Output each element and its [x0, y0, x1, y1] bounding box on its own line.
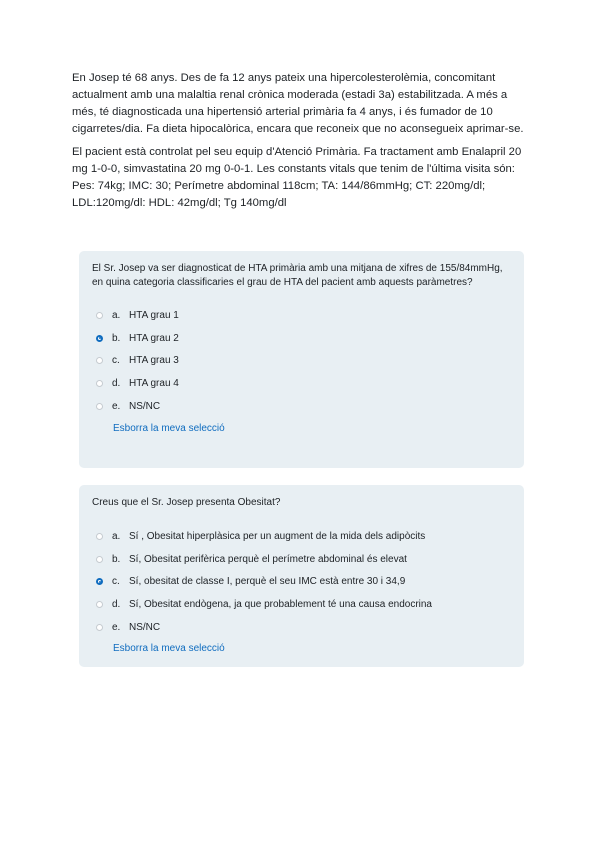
- radio-button-icon[interactable]: [96, 312, 103, 319]
- option-letter: e.: [112, 621, 121, 633]
- radio-button-icon[interactable]: [96, 556, 103, 563]
- question-card-2: [79, 485, 524, 667]
- question-2-option-b[interactable]: [92, 548, 511, 571]
- question-2-option-c[interactable]: [92, 570, 511, 593]
- option-label: Sí, Obesitat perifèrica perquè el perímetre abdominal és elevat: [129, 553, 407, 565]
- question-1-text: El Sr. Josep va ser diagnosticat de HTA primària amb una mitjana de xifres de 155/84mmHg, en quina categoria classificaries el grau de HTA del pacient amb aquests paràmetres?: [92, 263, 503, 288]
- question-1-clear-selection-link[interactable]: Esborra la meva selecció: [113, 423, 225, 435]
- option-letter: a.: [112, 309, 121, 321]
- option-label: HTA grau 1: [129, 309, 179, 321]
- radio-button-checked-icon[interactable]: [96, 335, 103, 342]
- option-letter: c.: [112, 355, 120, 367]
- option-letter: d.: [112, 598, 121, 610]
- question-1-option-b[interactable]: [92, 327, 511, 350]
- radio-button-icon[interactable]: [96, 624, 103, 631]
- question-1-options: [92, 304, 511, 417]
- question-1-option-e[interactable]: [92, 395, 511, 418]
- option-label: NS/NC: [129, 621, 161, 633]
- option-label: NS/NC: [129, 400, 161, 412]
- option-letter: e.: [112, 400, 121, 412]
- question-card-1: [79, 251, 524, 468]
- question-2-option-e[interactable]: [92, 616, 511, 639]
- question-2-clear-selection-link[interactable]: Esborra la meva selecció: [113, 643, 225, 655]
- case-description: [72, 70, 532, 218]
- question-1-option-a[interactable]: [92, 304, 511, 327]
- option-label: Sí , Obesitat hiperplàsica per un augment de la mida dels adipòcits: [129, 530, 426, 542]
- option-label: HTA grau 4: [129, 377, 179, 389]
- question-2-text: Creus que el Sr. Josep presenta Obesitat?: [92, 497, 281, 508]
- option-label: HTA grau 3: [129, 355, 179, 367]
- option-letter: b.: [112, 553, 121, 565]
- question-1-option-d[interactable]: [92, 372, 511, 395]
- radio-button-icon[interactable]: [96, 357, 103, 364]
- radio-button-checked-icon[interactable]: [96, 578, 103, 585]
- case-paragraph-2: El pacient està controlat pel seu equip d'Atenció Primària. Fa tractament amb Enalapril 20 mg 1-0-0, simvastatina 20 mg 0-0-1. Les constants vitals que tenim de l'última visita són: Pes: 74kg; IMC: 30; Perímetre abdominal 118cm; TA: 144/86mmHg; CT: 220mg/dl; LDL:120mg/dl: HDL: 42mg/dl; Tg 140mg/dl: [72, 146, 522, 209]
- radio-button-icon[interactable]: [96, 533, 103, 540]
- case-paragraph-1: En Josep té 68 anys. Des de fa 12 anys pateix una hipercolesterolèmia, concomitant actualment amb una malaltia renal crònica moderada (estadi 3a) estabilitzada. A més a més, té diagnosticada una hipertensió arterial primària fa 4 anys, i és fumador de 10 cigarretes/dia. Fa dieta hipocalòrica, encara que reconeix que no aconsegueix aprimar-se.: [72, 72, 524, 135]
- option-letter: c.: [112, 576, 120, 588]
- radio-button-icon[interactable]: [96, 403, 103, 410]
- option-label: Sí, Obesitat endògena, ja que probablement té una causa endocrina: [129, 598, 432, 610]
- question-2-options: [92, 525, 511, 638]
- radio-button-icon[interactable]: [96, 380, 103, 387]
- radio-button-icon[interactable]: [96, 601, 103, 608]
- question-2-option-d[interactable]: [92, 593, 511, 616]
- option-letter: d.: [112, 377, 121, 389]
- option-letter: b.: [112, 332, 121, 344]
- question-1-option-c[interactable]: [92, 349, 511, 372]
- question-2-option-a[interactable]: [92, 525, 511, 548]
- option-label: Sí, obesitat de classe I, perquè el seu IMC està entre 30 i 34,9: [129, 576, 406, 588]
- option-label: HTA grau 2: [129, 332, 179, 344]
- option-letter: a.: [112, 530, 121, 542]
